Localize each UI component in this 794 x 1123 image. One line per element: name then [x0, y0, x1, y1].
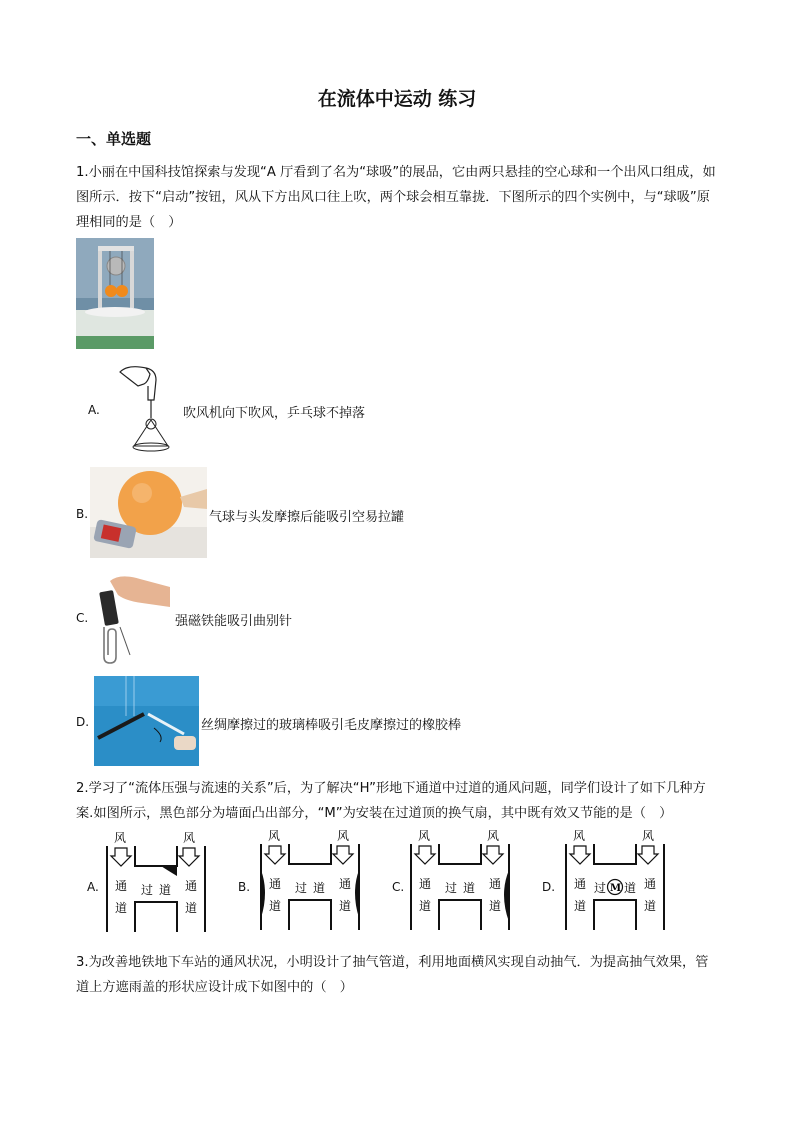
- svg-text:过: 过: [445, 881, 458, 895]
- svg-text:通: 通: [269, 877, 282, 891]
- q2-option-c-letter: C.: [392, 880, 405, 894]
- tunnel-diagram-b: [255, 830, 363, 932]
- question-1-text: 1.小丽在中国科技馆探索与发现“A 厅看到了名为“球吸”的展品，它由两只悬挂的空心球和一个出风口组成，如图所示．按下“启动”按钮，风从下方出风口往上吹，两个球会相互靠拢．下图所示的四个实例中，与“球吸”原理相同的是（ ）: [76, 165, 716, 230]
- page-title: 在流体中运动 练习: [317, 88, 477, 110]
- magnet-paperclip-image: [90, 573, 170, 664]
- glass-rod-rubber-rod-image: [94, 676, 199, 766]
- q1-option-c-text: 强磁铁能吸引曲别针: [175, 614, 293, 629]
- ball-suction-exhibit-image: [76, 238, 154, 349]
- q1-option-a-letter: A.: [88, 403, 100, 417]
- svg-text:风: 风: [418, 830, 431, 843]
- svg-text:通: 通: [574, 877, 587, 891]
- svg-text:风: 风: [268, 830, 281, 843]
- section-heading: 一、单选题: [76, 130, 152, 148]
- svg-text:通: 通: [419, 877, 432, 891]
- svg-text:道: 道: [115, 901, 128, 915]
- svg-text:通: 通: [489, 877, 502, 891]
- svg-text:风: 风: [487, 830, 500, 843]
- svg-text:过: 过: [594, 881, 607, 895]
- svg-text:通: 通: [185, 879, 198, 893]
- q2-option-d-letter: D.: [542, 880, 556, 894]
- svg-text:道: 道: [159, 883, 172, 897]
- tunnel-diagram-d: [560, 830, 668, 932]
- q1-option-b-letter: B.: [76, 507, 89, 521]
- question-3-text: 3.为改善地铁地下车站的通风状况，小明设计了抽气管道，利用地面横风实现自动抽气．为提高抽气效果，管道上方遮雨盖的形状应设计成下如图中的（ ）: [76, 955, 709, 995]
- svg-text:风: 风: [573, 830, 586, 843]
- svg-text:道: 道: [574, 899, 587, 913]
- q2-option-b-letter: B.: [238, 880, 251, 894]
- svg-text:道: 道: [339, 899, 352, 913]
- svg-text:通: 通: [339, 877, 352, 891]
- svg-text:风: 风: [183, 832, 196, 845]
- svg-text:道: 道: [313, 881, 326, 895]
- svg-text:风: 风: [337, 830, 350, 843]
- svg-text:通: 通: [644, 877, 657, 891]
- q1-option-d-text: 丝绸摩擦过的玻璃棒吸引毛皮摩擦过的橡胶棒: [201, 718, 462, 733]
- q1-option-d-letter: D.: [76, 715, 90, 729]
- svg-text:通: 通: [115, 879, 128, 893]
- svg-text:道: 道: [644, 899, 657, 913]
- svg-text:道: 道: [185, 901, 198, 915]
- svg-text:过: 过: [295, 881, 308, 895]
- q1-option-c-letter: C.: [76, 611, 89, 625]
- hair-dryer-ping-pong-image: [108, 360, 180, 456]
- svg-text:风: 风: [642, 830, 655, 843]
- tunnel-diagram-c: [405, 830, 513, 932]
- balloon-can-image: [90, 467, 207, 558]
- svg-text:道: 道: [463, 881, 476, 895]
- svg-text:道: 道: [489, 899, 502, 913]
- q1-option-a-text: 吹风机向下吹风，乒乓球不掉落: [183, 406, 366, 421]
- q1-option-b-text: 气球与头发摩擦后能吸引空易拉罐: [209, 510, 405, 525]
- svg-text:道: 道: [624, 881, 637, 895]
- svg-text:过: 过: [141, 883, 154, 897]
- svg-text:道: 道: [419, 899, 432, 913]
- svg-text:风: 风: [114, 832, 127, 845]
- svg-text:M: M: [610, 883, 622, 894]
- question-2-text: 2.学习了“流体压强与流速的关系”后，为了解决“H”形地下通道中过道的通风问题，同学们设计了如下几种方案.如图所示，黑色部分为墙面凸出部分，“M”为安装在过道顶的换气扇，其中既有效又节能的是（ ）: [76, 781, 706, 821]
- svg-text:道: 道: [269, 899, 282, 913]
- q2-option-a-letter: A.: [87, 880, 99, 894]
- tunnel-diagram-a: [101, 832, 209, 934]
